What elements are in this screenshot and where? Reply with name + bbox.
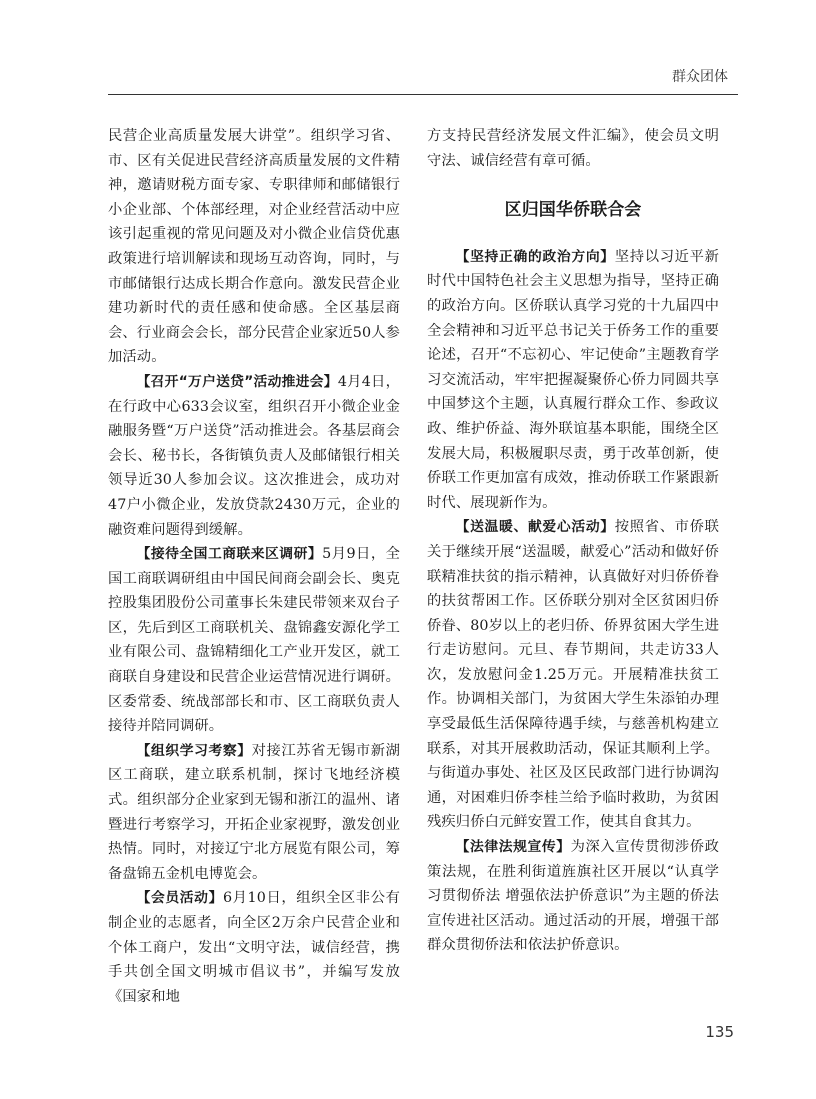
section-title: 区归国华侨联合会 [504,200,642,221]
paragraph-law-promotion [427,835,719,958]
paragraph-text: 6月10日，组织全区非公有制企业的志愿者，向全区2万余户民营企业和个体工商户，发出“文明守法，诚信经营，携手共创全国文明城市倡议书”，并编写发放《国家和地 [108,890,400,1005]
paragraph-text: 坚持以习近平新时代中国特色社会主义思想为指导，坚持正确的政治方向。区侨联认真学习党的十九届四中全会精神和习近平总书记关于侨务工作的重要论述，召开“不忘初心、牢记使命”主题教育学习交流活动，牢牢把握凝聚侨心侨力同圆共享中国梦这个主题，认真履行群众工作、参政议政、维护侨益、海外联谊基本职能，围绕全区发展大局，积极履职尽责，勇于改革创新，使侨联工作更加富有成效，推动侨联工作紧跟新时代、展现新作为。 [427,248,719,511]
paragraph-continued [427,124,719,173]
paragraph-text: 民营企业高质量发展大讲堂”。组织学习省、市、区有关促进民营经济高质量发展的文件精神，邀请财税方面专家、专职律师和邮储银行小企业部、个体部经理，对企业经营活动中应该引起重视的常见问题及对小微企业信贷优惠政策进行培训解读和现场互动咨询，同时，与市邮储银行达成长期合作意向。激发民营企业建功新时代的责任感和使命感。全区基层商会、行业商会会长，部分民营企业家近50人参加活动。 [108,128,400,366]
paragraph-text: 5月9日，全国工商联调研组由中国民间商会副会长、奥克控股集团股份公司董事长朱建民带领来双台子区，先后到区工商联机关、盘锦鑫安源化学工业有限公司、盘锦精细化工产业开发区，就工商联自身建设和民营企业运营情况进行调研。区委常委、统战部部长和市、区工商联负责人接待并陪同调研。 [108,546,400,735]
page-number: 135 [705,1023,734,1041]
paragraph-text: 方支持民营经济发展文件汇编》，使会员文明守法、诚信经营有章可循。 [427,128,719,169]
paragraph-text: 对接江苏省无锡市新湖区工商联，建立联系机制，探讨飞地经济模式。组织部分企业家到无锡和浙江的温州、诸暨进行考察学习，开拓企业家视野，激发创业热情。同时，对接辽宁北方展览有限公司，筹备盘锦五金机电博览会。 [108,742,400,882]
paragraph-heading: 【会员活动】 [136,890,223,907]
header-divider [108,94,738,95]
right-column [427,124,719,958]
paragraph-warmth-activities [427,515,719,835]
left-column [108,124,400,1009]
paragraph-heading: 【组织学习考察】 [136,742,252,759]
paragraph-heading: 【法律法规宣传】 [455,839,571,856]
paragraph-national-research [108,542,400,739]
paragraph-text: 按照省、市侨联关于继续开展“送温暖，献爱心”活动和做好侨联精准扶贫的指示精神，认真做好对归侨侨眷的扶贫帮困工作。区侨联分别对全区贫困归侨侨眷、80岁以上的老归侨、侨界贫困大学生进行走访慰问。元旦、春节期间，共走访33人次，发放慰问金1.25万元。开展精准扶贫工作。协调相关部门，为贫困大学生朱添铂办理享受最低生活保障待遇手续，与慈善机构建立联系，对其开展救助活动，保证其顺利上学。与街道办事处、社区及区民政部门进行协调沟通，对困难归侨李桂兰给予临时救助，为贫困残疾归侨白元鲜安置工作，使其自食其力。 [427,519,719,831]
paragraph-study-tour [108,739,400,887]
paragraph-member-activities [108,886,400,1009]
paragraph-heading: 【接待全国工商联来区调研】 [136,546,323,563]
paragraph-political-direction [427,245,719,516]
paragraph-promotion-meeting [108,370,400,542]
paragraph-continued [108,124,400,370]
paragraph-heading: 【送温暖、献爱心活动】 [455,519,615,536]
paragraph-text: 为深入宣传贯彻涉侨政策法规，在胜利街道旌旗社区开展以“认真学习贯彻侨法 增强依法护侨意识”为主题的侨法宣传进社区活动。通过活动的开展，增强干部群众贯彻侨法和依法护侨意识。 [427,839,719,954]
running-header-section-label: 群众团体 [672,69,728,85]
paragraph-text: 4月4日，在行政中心633会议室，组织召开小微企业金融服务暨“万户送贷”活动推进会。各基层商会会长、秘书长，各街镇负责人及邮储银行相关领导近30人参加会议。这次推进会，成功对47户小微企业，发放贷款2430万元，企业的融资难问题得到缓解。 [108,373,400,538]
paragraph-heading: 【召开“万户送贷”活动推进会】 [136,373,338,390]
paragraph-heading: 【坚持正确的政治方向】 [455,248,615,265]
